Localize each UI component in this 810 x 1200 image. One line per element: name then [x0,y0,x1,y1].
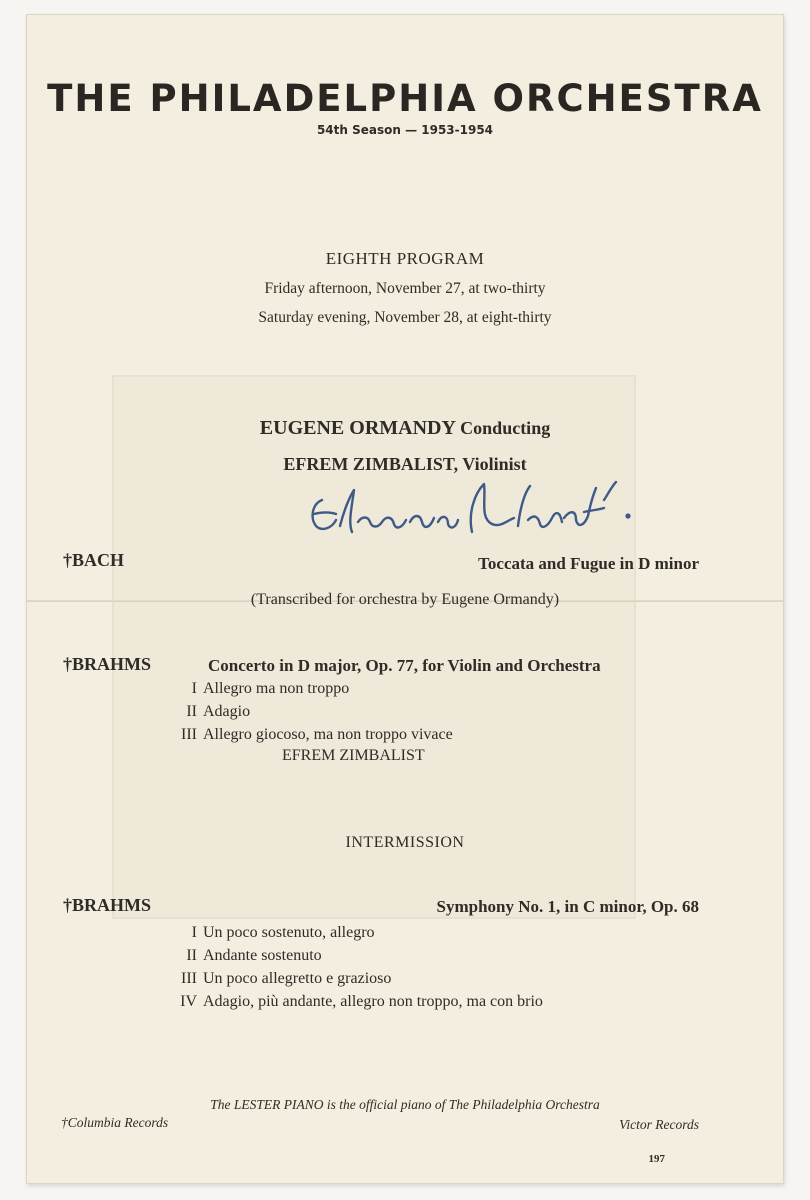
footer-victor-records: Victor Records [619,1117,699,1132]
movement-name: Allegro ma non troppo [203,680,350,697]
symphony-movement [157,924,375,942]
movement-name: Andante sostenuto [203,947,322,964]
footer-columbia-records: †Columbia Records [61,1115,169,1130]
movement-number: III [181,726,197,743]
movement-number: I [191,924,197,941]
work-brahms-concerto-title: Concerto in D major, Op. 77, for Violin and Orchestra [208,656,601,675]
composer-brahms-symphony: †BRAHMS [63,895,152,915]
concerto-movement [157,703,250,721]
work-brahms-symphony-title: Symphony No. 1, in C minor, Op. 68 [436,897,699,916]
intermission-label: INTERMISSION [345,834,465,851]
performance-friday: Friday afternoon, November 27, at two-thirty [264,280,546,297]
season-line: 54th Season — 1953-1954 [316,123,494,137]
conductor-role: Conducting [460,418,551,438]
symphony-movement [157,993,543,1011]
concerto-soloist: EFREM ZIMBALIST [282,747,425,764]
movement-number: IV [180,993,197,1010]
page-number: 197 [648,1153,665,1165]
concerto-movement [157,680,349,698]
movement-name: Allegro giocoso, ma non troppo vivace [203,726,453,743]
movement-name: Adagio, più andante, allegro non troppo, ma con brio [203,993,543,1010]
movement-name: Adagio [203,703,251,720]
handwritten-signature [292,470,642,560]
movement-name: Un poco sostenuto, allegro [203,924,375,941]
program-heading: EIGHTH PROGRAM [325,249,485,268]
composer-bach: †BACH [63,550,125,570]
concerto-movement [157,726,453,744]
footer-piano-note: The LESTER PIANO is the official piano of The Philadelphia Orchestra [210,1097,600,1112]
performance-saturday: Saturday evening, November 28, at eight-thirty [258,309,552,326]
work-bach-title: Toccata and Fugue in D minor [478,554,699,573]
symphony-movement [157,970,391,988]
movement-number: I [191,680,197,697]
movement-number: II [186,947,197,964]
soloist-role: Violinist [462,454,527,474]
symphony-movement [157,947,322,965]
movement-number: II [186,703,197,720]
conductor-name: EUGENE ORMANDY [259,417,456,439]
composer-brahms-concerto: †BRAHMS [63,654,152,674]
movement-number: III [181,970,197,987]
movement-name: Un poco allegretto e grazioso [203,970,392,987]
conductor-line [27,417,783,440]
program-sheet [26,14,784,1184]
soloist-name: EFREM ZIMBALIST, [283,454,459,474]
orchestra-title: THE PHILADELPHIA ORCHESTRA [47,77,763,120]
work-bach-transcription-note: (Transcribed for orchestra by Eugene Ormandy) [250,591,560,608]
